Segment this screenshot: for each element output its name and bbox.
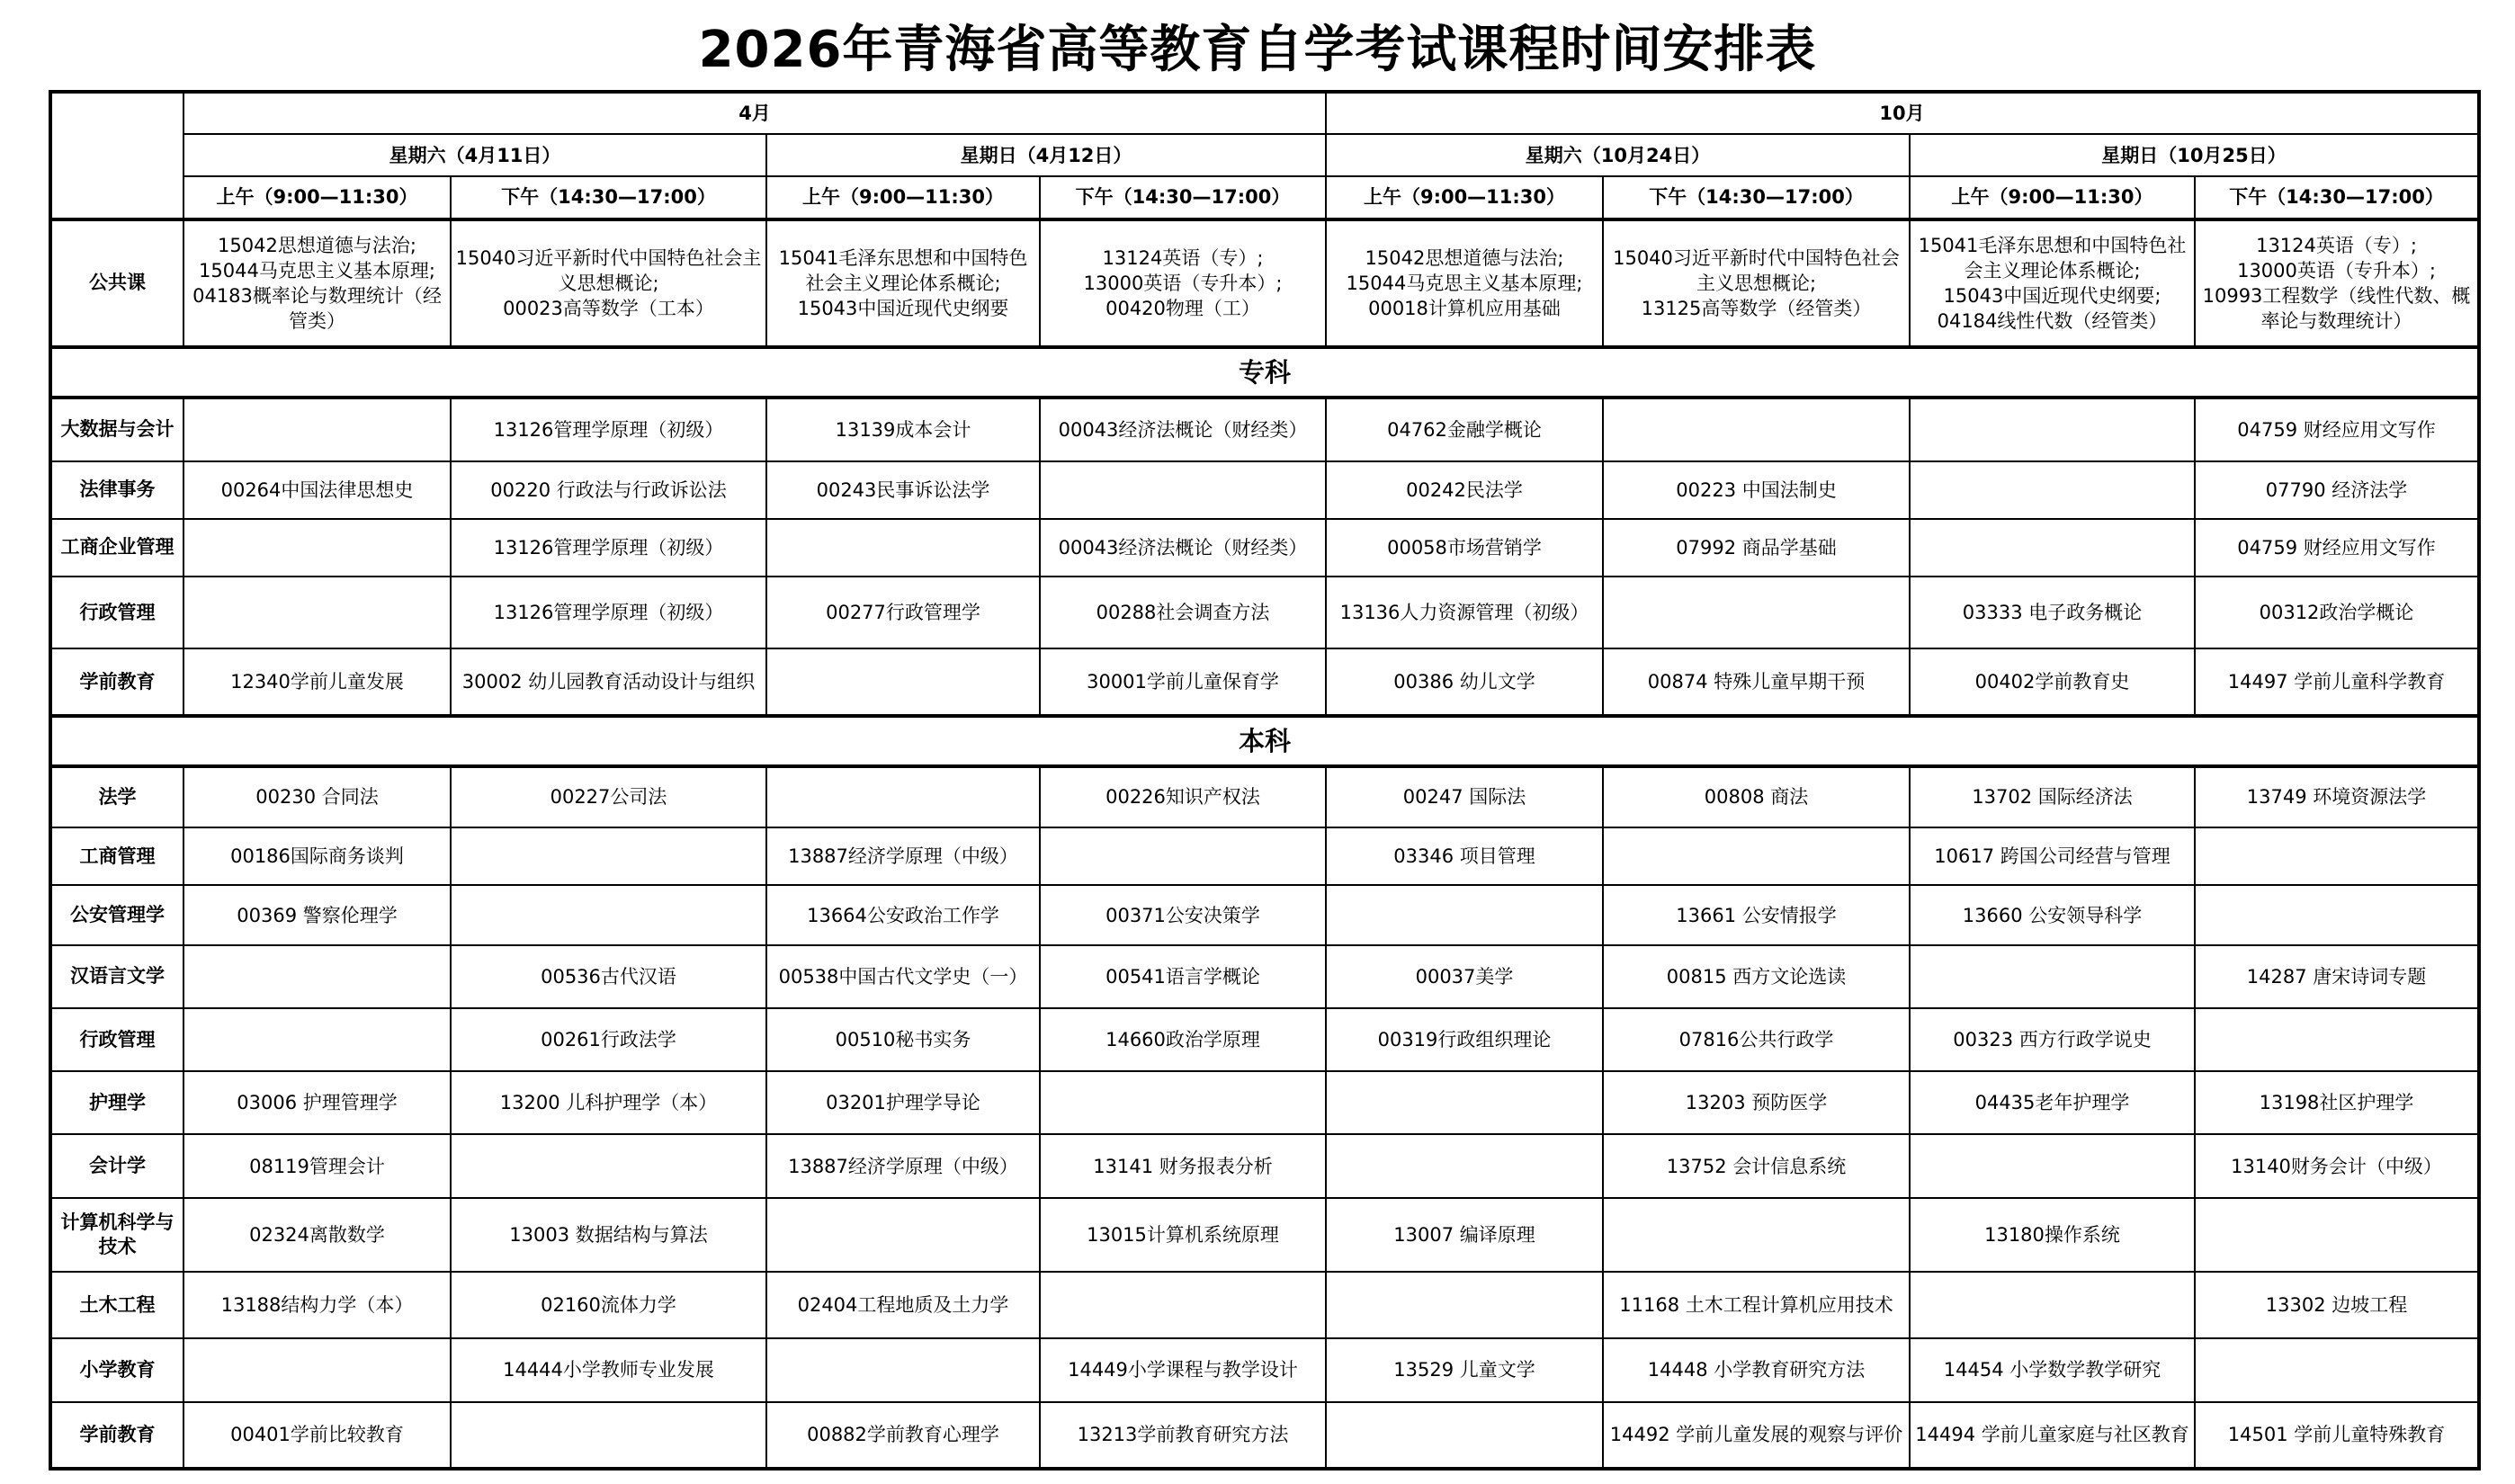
course-line: 15041毛泽东思想和中国特色社会主义理论体系概论; — [1918, 234, 2187, 282]
table-row — [50, 461, 2479, 519]
course-line: 15044马克思主义基本原理; — [199, 259, 435, 282]
course-cell: 07790 经济法学 — [2195, 461, 2479, 519]
course-line: 00018计算机应用基础 — [1368, 297, 1561, 319]
course-cell: 00319行政组织理论 — [1326, 1008, 1603, 1071]
day-header: 星期六（4月11日） — [183, 134, 766, 176]
table-row — [50, 1134, 2479, 1197]
course-cell — [1040, 461, 1326, 519]
course-cell: 13126管理学原理（初级） — [451, 398, 766, 460]
course-cell: 00369 警察伦理学 — [183, 885, 451, 944]
course-cell: 14454 小学数学教学研究 — [1910, 1338, 2195, 1401]
course-cell — [1910, 461, 2195, 519]
course-cell: 13302 边坡工程 — [2195, 1272, 2479, 1338]
course-cell — [183, 519, 451, 577]
course-cell: 00223 中国法制史 — [1603, 461, 1910, 519]
course-cell — [1040, 1272, 1326, 1338]
table-row — [50, 1198, 2479, 1272]
course-cell: 00882学前教育心理学 — [766, 1402, 1040, 1469]
day-header: 星期六（10月24日） — [1326, 134, 1910, 176]
course-cell — [1910, 945, 2195, 1008]
course-cell: 00243民事诉讼法学 — [766, 461, 1040, 519]
course-cell: 13136人力资源管理（初级） — [1326, 577, 1603, 648]
public-course-cell — [2195, 219, 2479, 348]
major-label: 小学教育 — [50, 1338, 183, 1401]
course-cell: 00230 合同法 — [183, 766, 451, 827]
course-cell: 13007 编译原理 — [1326, 1198, 1603, 1272]
course-cell: 00401学前比较教育 — [183, 1402, 451, 1469]
major-label: 工商管理 — [50, 827, 183, 885]
section-header-benke: 本科 — [50, 716, 2479, 766]
course-cell — [451, 827, 766, 885]
month-header: 10月 — [1326, 92, 2479, 134]
course-cell: 13529 儿童文学 — [1326, 1338, 1603, 1401]
course-cell: 04759 财经应用文写作 — [2195, 398, 2479, 460]
course-cell — [183, 945, 451, 1008]
course-cell: 00261行政法学 — [451, 1008, 766, 1071]
course-cell: 13749 环境资源法学 — [2195, 766, 2479, 827]
course-cell: 14287 唐宋诗词专题 — [2195, 945, 2479, 1008]
public-course-cell — [1326, 219, 1603, 348]
major-label: 计算机科学与技术 — [50, 1198, 183, 1272]
course-cell: 30002 幼儿园教育活动设计与组织 — [451, 648, 766, 715]
course-line: 13124英语（专）; — [2256, 234, 2417, 256]
major-label: 法学 — [50, 766, 183, 827]
course-cell: 13180操作系统 — [1910, 1198, 2195, 1272]
course-cell: 03333 电子政务概论 — [1910, 577, 2195, 648]
course-cell: 00541语言学概论 — [1040, 945, 1326, 1008]
table-row — [50, 398, 2479, 460]
session-header: 上午（9:00—11:30） — [183, 176, 451, 219]
major-label: 行政管理 — [50, 577, 183, 648]
course-line: 13000英语（专升本）; — [1083, 272, 1283, 294]
course-cell — [1603, 398, 1910, 460]
header-corner — [50, 92, 183, 219]
course-cell: 13887经济学原理（中级） — [766, 827, 1040, 885]
course-cell: 10617 跨国公司经营与管理 — [1910, 827, 2195, 885]
day-header: 星期日（4月12日） — [766, 134, 1326, 176]
course-cell: 14660政治学原理 — [1040, 1008, 1326, 1071]
course-line: 00023高等数学（工本） — [503, 297, 714, 319]
course-cell — [2195, 885, 2479, 944]
course-cell: 14449小学课程与教学设计 — [1040, 1338, 1326, 1401]
course-cell: 00874 特殊儿童早期干预 — [1603, 648, 1910, 715]
course-cell — [183, 1008, 451, 1071]
course-cell: 13702 国际经济法 — [1910, 766, 2195, 827]
course-cell: 12340学前儿童发展 — [183, 648, 451, 715]
course-line: 15041毛泽东思想和中国特色社会主义理论体系概论; — [778, 246, 1028, 294]
course-cell: 07992 商品学基础 — [1603, 519, 1910, 577]
course-cell — [2195, 1338, 2479, 1401]
course-cell: 00242民法学 — [1326, 461, 1603, 519]
session-header: 上午（9:00—11:30） — [766, 176, 1040, 219]
course-cell — [451, 1402, 766, 1469]
course-cell: 13213学前教育研究方法 — [1040, 1402, 1326, 1469]
course-cell: 08119管理会计 — [183, 1134, 451, 1197]
table-row — [50, 1402, 2479, 1469]
course-cell: 02160流体力学 — [451, 1272, 766, 1338]
course-cell — [1910, 398, 2195, 460]
course-cell: 07816公共行政学 — [1603, 1008, 1910, 1071]
course-cell — [2195, 1198, 2479, 1272]
course-cell: 00058市场营销学 — [1326, 519, 1603, 577]
course-cell: 13203 预防医学 — [1603, 1071, 1910, 1134]
table-row — [50, 577, 2479, 648]
course-cell: 00815 西方文论选读 — [1603, 945, 1910, 1008]
course-cell: 00227公司法 — [451, 766, 766, 827]
course-cell: 13141 财务报表分析 — [1040, 1134, 1326, 1197]
course-cell: 00808 商法 — [1603, 766, 1910, 827]
course-cell: 13200 儿科护理学（本） — [451, 1071, 766, 1134]
table-row — [50, 827, 2479, 885]
course-cell — [183, 577, 451, 648]
course-cell — [1040, 827, 1326, 885]
course-cell: 00226知识产权法 — [1040, 766, 1326, 827]
course-cell: 13003 数据结构与算法 — [451, 1198, 766, 1272]
course-line: 13124英语（专）; — [1102, 246, 1264, 269]
course-cell — [766, 519, 1040, 577]
course-cell: 00264中国法律思想史 — [183, 461, 451, 519]
course-cell: 13188结构力学（本） — [183, 1272, 451, 1338]
course-cell: 00277行政管理学 — [766, 577, 1040, 648]
course-cell — [1603, 577, 1910, 648]
course-cell: 00312政治学概论 — [2195, 577, 2479, 648]
course-cell: 00043经济法概论（财经类） — [1040, 519, 1326, 577]
table-row — [50, 1338, 2479, 1401]
course-line: 10993工程数学（线性代数、概率论与数理统计） — [2202, 284, 2471, 332]
course-cell — [1910, 1272, 2195, 1338]
public-course-cell — [451, 219, 766, 348]
session-header: 上午（9:00—11:30） — [1910, 176, 2195, 219]
course-line: 04183概率论与数理统计（经管类） — [192, 284, 442, 332]
course-cell — [451, 1134, 766, 1197]
course-cell — [2195, 1008, 2479, 1071]
course-cell: 13887经济学原理（中级） — [766, 1134, 1040, 1197]
course-cell: 14494 学前儿童家庭与社区教育 — [1910, 1402, 2195, 1469]
session-header: 上午（9:00—11:30） — [1326, 176, 1603, 219]
table-row — [50, 945, 2479, 1008]
major-label: 土木工程 — [50, 1272, 183, 1338]
course-cell: 14492 学前儿童发展的观察与评价 — [1603, 1402, 1910, 1469]
course-cell: 00510秘书实务 — [766, 1008, 1040, 1071]
course-cell: 00037美学 — [1326, 945, 1603, 1008]
session-header: 下午（14:30—17:00） — [1603, 176, 1910, 219]
page-title: 2026年青海省高等教育自学考试课程时间安排表 — [698, 21, 1817, 79]
course-line: 15043中国近现代史纲要; — [1943, 284, 2161, 307]
public-course-cell — [766, 219, 1040, 348]
day-header: 星期日（10月25日） — [1910, 134, 2479, 176]
course-cell: 14444小学教师专业发展 — [451, 1338, 766, 1401]
major-label: 行政管理 — [50, 1008, 183, 1071]
course-line: 13125高等数学（经管类） — [1641, 297, 1872, 319]
course-cell: 04435老年护理学 — [1910, 1071, 2195, 1134]
course-cell — [1603, 1198, 1910, 1272]
course-cell — [766, 766, 1040, 827]
table-row — [50, 885, 2479, 944]
section-header-zhuanke: 专科 — [50, 347, 2479, 398]
course-line: 15040习近平新时代中国特色社会主义思想概论; — [1613, 246, 1900, 294]
course-cell: 00323 西方行政学说史 — [1910, 1008, 2195, 1071]
course-cell: 14448 小学教育研究方法 — [1603, 1338, 1910, 1401]
course-cell: 14501 学前儿童特殊教育 — [2195, 1402, 2479, 1469]
course-cell: 00186国际商务谈判 — [183, 827, 451, 885]
course-cell: 03201护理学导论 — [766, 1071, 1040, 1134]
course-cell: 04759 财经应用文写作 — [2195, 519, 2479, 577]
course-cell — [1326, 1134, 1603, 1197]
course-cell — [1040, 1071, 1326, 1134]
table-row — [50, 519, 2479, 577]
course-cell: 13660 公安领导科学 — [1910, 885, 2195, 944]
course-cell: 14497 学前儿童科学教育 — [2195, 648, 2479, 715]
course-cell: 13661 公安情报学 — [1603, 885, 1910, 944]
course-cell: 13126管理学原理（初级） — [451, 519, 766, 577]
major-label: 学前教育 — [50, 648, 183, 715]
course-cell: 00371公安决策学 — [1040, 885, 1326, 944]
public-course-cell — [1603, 219, 1910, 348]
course-cell — [1326, 1071, 1603, 1134]
course-line: 15040习近平新时代中国特色社会主义思想概论; — [455, 246, 762, 294]
course-cell — [766, 648, 1040, 715]
major-label: 学前教育 — [50, 1402, 183, 1469]
public-course-cell — [1910, 219, 2195, 348]
session-header: 下午（14:30—17:00） — [1040, 176, 1326, 219]
course-cell: 02404工程地质及土力学 — [766, 1272, 1040, 1338]
table-row — [50, 1071, 2479, 1134]
schedule-table — [49, 90, 2481, 1471]
major-label: 工商企业管理 — [50, 519, 183, 577]
course-line: 00420物理（工） — [1105, 297, 1260, 319]
session-header: 下午（14:30—17:00） — [2195, 176, 2479, 219]
course-line: 15042思想道德与法治; — [1365, 246, 1564, 269]
course-cell — [451, 885, 766, 944]
course-cell: 00288社会调查方法 — [1040, 577, 1326, 648]
course-cell: 30001学前儿童保育学 — [1040, 648, 1326, 715]
session-header: 下午（14:30—17:00） — [451, 176, 766, 219]
course-cell — [183, 1338, 451, 1401]
major-label: 汉语言文学 — [50, 945, 183, 1008]
course-cell: 13126管理学原理（初级） — [451, 577, 766, 648]
course-line: 15044马克思主义基本原理; — [1346, 272, 1583, 294]
course-cell: 00043经济法概论（财经类） — [1040, 398, 1326, 460]
course-cell — [1603, 827, 1910, 885]
row-label-public: 公共课 — [50, 219, 183, 348]
course-cell: 13664公安政治工作学 — [766, 885, 1040, 944]
course-cell: 02324离散数学 — [183, 1198, 451, 1272]
course-cell — [2195, 827, 2479, 885]
course-cell — [1326, 1402, 1603, 1469]
course-line: 15042思想道德与法治; — [218, 234, 416, 256]
course-cell: 13752 会计信息系统 — [1603, 1134, 1910, 1197]
course-cell: 13198社区护理学 — [2195, 1071, 2479, 1134]
course-cell: 03006 护理管理学 — [183, 1071, 451, 1134]
course-cell — [766, 1338, 1040, 1401]
course-cell — [1910, 519, 2195, 577]
course-cell: 13140财务会计（中级） — [2195, 1134, 2479, 1197]
course-cell — [1326, 1272, 1603, 1338]
course-cell — [183, 398, 451, 460]
course-cell: 00536古代汉语 — [451, 945, 766, 1008]
course-line: 15043中国近现代史纲要 — [797, 297, 1009, 319]
table-row — [50, 648, 2479, 715]
course-cell — [1326, 885, 1603, 944]
major-label: 会计学 — [50, 1134, 183, 1197]
major-label: 公安管理学 — [50, 885, 183, 944]
major-label: 护理学 — [50, 1071, 183, 1134]
course-cell: 13015计算机系统原理 — [1040, 1198, 1326, 1272]
course-cell: 03346 项目管理 — [1326, 827, 1603, 885]
course-cell: 04762金融学概论 — [1326, 398, 1603, 460]
course-line: 13000英语（专升本）; — [2237, 259, 2436, 282]
course-cell: 11168 土木工程计算机应用技术 — [1603, 1272, 1910, 1338]
month-header: 4月 — [183, 92, 1326, 134]
course-cell: 00386 幼儿文学 — [1326, 648, 1603, 715]
course-line: 04184线性代数（经管类） — [1937, 309, 2168, 332]
course-cell: 00402学前教育史 — [1910, 648, 2195, 715]
table-row — [50, 766, 2479, 827]
public-course-cell — [1040, 219, 1326, 348]
table-row — [50, 1272, 2479, 1338]
course-cell — [766, 1198, 1040, 1272]
course-cell: 00538中国古代文学史（一） — [766, 945, 1040, 1008]
table-row — [50, 1008, 2479, 1071]
course-cell: 13139成本会计 — [766, 398, 1040, 460]
public-course-cell — [183, 219, 451, 348]
course-cell: 00247 国际法 — [1326, 766, 1603, 827]
course-cell: 00220 行政法与行政诉讼法 — [451, 461, 766, 519]
course-cell — [1910, 1134, 2195, 1197]
major-label: 大数据与会计 — [50, 398, 183, 460]
major-label: 法律事务 — [50, 461, 183, 519]
